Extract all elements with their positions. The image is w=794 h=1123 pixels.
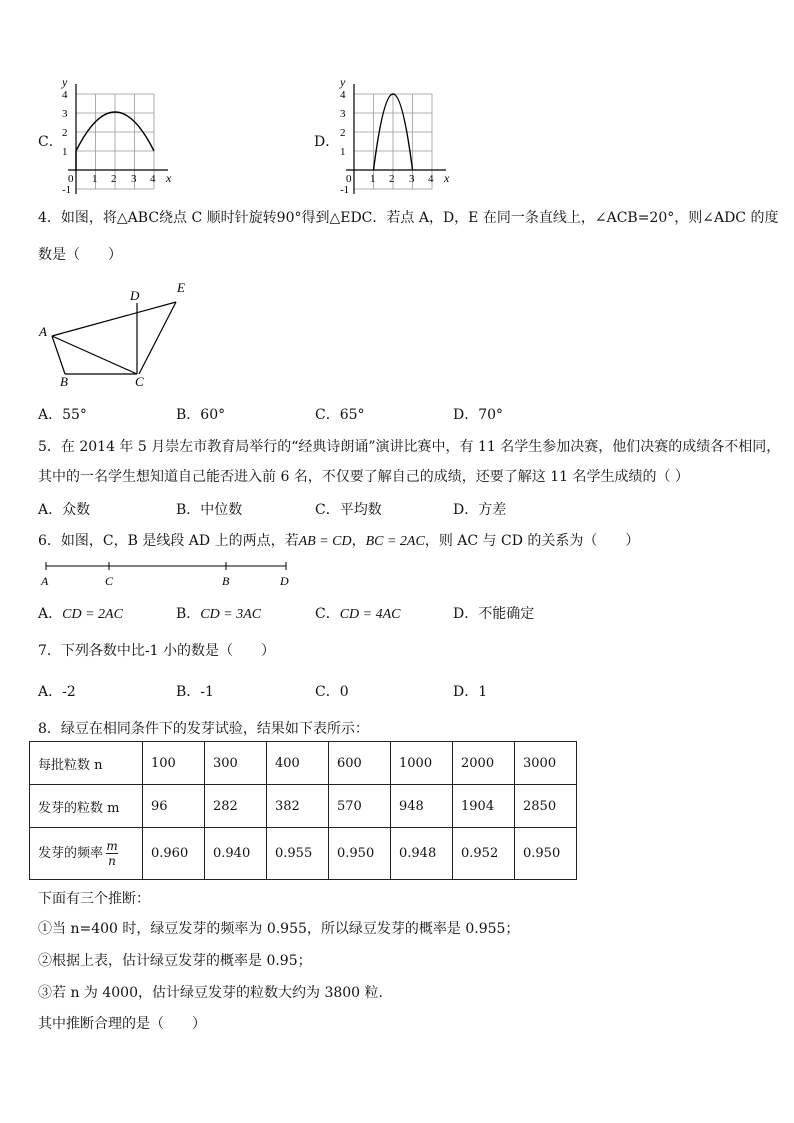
svg-text:2: 2 (389, 173, 395, 185)
svg-text:D: D (280, 574, 289, 588)
svg-text:D: D (130, 288, 140, 303)
svg-text:x: x (166, 171, 172, 185)
q8-intro: 下面有三个推断： (38, 891, 150, 907)
svg-text:1: 1 (370, 173, 376, 185)
row-head-frequency: 发芽的频率 $\frac{m}{n}$ (30, 828, 143, 880)
svg-text:4: 4 (340, 89, 346, 101)
svg-text:-1: -1 (340, 184, 350, 196)
q8-stem: 8．绿豆在相同条件下的发芽试验，结果如下表所示： (38, 721, 369, 737)
svg-text:2: 2 (340, 127, 346, 139)
svg-text:E: E (177, 280, 185, 295)
svg-text:A: A (39, 324, 47, 339)
q4-option-c[interactable]: C．65° (315, 407, 365, 423)
q8-inference-1: ①当 n=400 时，绿豆发芽的频率为 0.955，所以绿豆发芽的概率是 0.955； (38, 921, 520, 937)
fraction-m-over-n: $\frac{m}{n}$ (106, 839, 118, 868)
q7-stem: 7．下列各数中比-1 小的数是（ ） (38, 643, 275, 659)
svg-text:1: 1 (340, 146, 346, 158)
q5-option-d[interactable]: D．方差 (453, 502, 507, 518)
svg-text:-1: -1 (62, 184, 72, 196)
q7-option-b[interactable]: B．-1 (176, 684, 214, 700)
q6-option-b[interactable]: B．CD = 3AC (176, 606, 262, 622)
q7-option-a[interactable]: A．-2 (38, 684, 76, 700)
svg-text:4: 4 (428, 173, 434, 185)
svg-text:4: 4 (150, 173, 156, 185)
q4-option-b[interactable]: B．60° (176, 407, 226, 423)
q4-stem-line2: 数是（ ） (38, 247, 122, 263)
q6-option-d[interactable]: D．不能确定 (453, 606, 535, 622)
q5-option-a[interactable]: A．众数 (38, 502, 91, 518)
q4-figure (36, 278, 196, 390)
svg-text:1: 1 (62, 146, 68, 158)
q8-inference-2: ②根据上表，估计绿豆发芽的概率是 0.95； (38, 953, 312, 969)
q6-segment-figure (36, 556, 296, 590)
q5-option-b[interactable]: B．中位数 (176, 502, 243, 518)
table-row: 发芽的频率 $\frac{m}{n}$ 0.960 0.940 0.955 0.950 0.948 0.952 0.950 (30, 828, 577, 880)
q5-stem-line1: 5．在 2014 年 5 月崇左市教育局举行的“经典诗朗诵”演讲比赛中，有 11 名学生参加决赛，他们决赛的成绩各不相同， (38, 439, 781, 455)
q3-option-c-graph (58, 74, 178, 196)
q4-option-a[interactable]: A．55° (38, 407, 87, 423)
svg-text:y: y (62, 75, 68, 89)
q7-option-d[interactable]: D．1 (453, 684, 488, 700)
q5-option-c[interactable]: C．平均数 (315, 502, 382, 518)
q7-option-c[interactable]: C．0 (315, 684, 349, 700)
q4-stem-line1: 4．如图，将△ABC绕点 C 顺时针旋转90°得到△EDC．若点 A，D，E 在同一条直线上，∠ACB=20°，则∠ADC 的度 (38, 210, 779, 226)
svg-text:3: 3 (409, 173, 415, 185)
row-head-germinated: 发芽的粒数 m (30, 785, 143, 828)
svg-text:A: A (41, 574, 49, 588)
q4-option-d[interactable]: D．70° (453, 407, 504, 423)
table-row: 每批粒数 n 100 300 400 600 1000 2000 3000 (30, 742, 577, 785)
svg-text:x: x (444, 171, 450, 185)
svg-text:4: 4 (62, 89, 68, 101)
q8-question: 其中推断合理的是（ ） (38, 1016, 206, 1032)
row-head-batch: 每批粒数 n (30, 742, 143, 785)
q8-inference-3: ③若 n 为 4000，估计绿豆发芽的粒数大约为 3800 粒． (38, 985, 393, 1001)
svg-text:3: 3 (131, 173, 137, 185)
germination-table (29, 741, 577, 880)
q3-option-d-graph (336, 74, 456, 196)
q5-stem-line2: 其中的一名学生想知道自己能否进入前 6 名，不仅要了解自己的成绩，还要了解这 11 名学生成绩的（ ） (38, 469, 689, 485)
q6-stem: 6．如图，C，B 是线段 AD 上的两点，若AB = CD，BC = 2AC，则 AC 与 CD 的关系为（ ） (38, 533, 640, 549)
svg-text:C: C (105, 574, 114, 588)
svg-text:3: 3 (340, 108, 346, 120)
svg-text:1: 1 (92, 173, 98, 185)
svg-text:2: 2 (62, 127, 68, 139)
svg-text:3: 3 (62, 108, 68, 120)
svg-text:B: B (222, 574, 230, 588)
q6-equation-2: BC = 2AC (365, 534, 425, 549)
svg-text:2: 2 (111, 173, 117, 185)
q6-equation-1: AB = CD (298, 534, 352, 549)
q6-option-a[interactable]: A．CD = 2AC (38, 606, 123, 622)
q3-option-d-label: D． (314, 134, 340, 150)
table-row: 发芽的粒数 m 96 282 382 570 948 1904 2850 (30, 785, 577, 828)
svg-text:y: y (340, 75, 346, 89)
svg-text:B: B (60, 374, 68, 389)
svg-text:0: 0 (68, 173, 74, 185)
svg-text:0: 0 (346, 173, 352, 185)
q3-option-c-label: C． (38, 134, 63, 150)
q6-option-c[interactable]: C．CD = 4AC (315, 606, 401, 622)
svg-text:C: C (135, 374, 144, 389)
